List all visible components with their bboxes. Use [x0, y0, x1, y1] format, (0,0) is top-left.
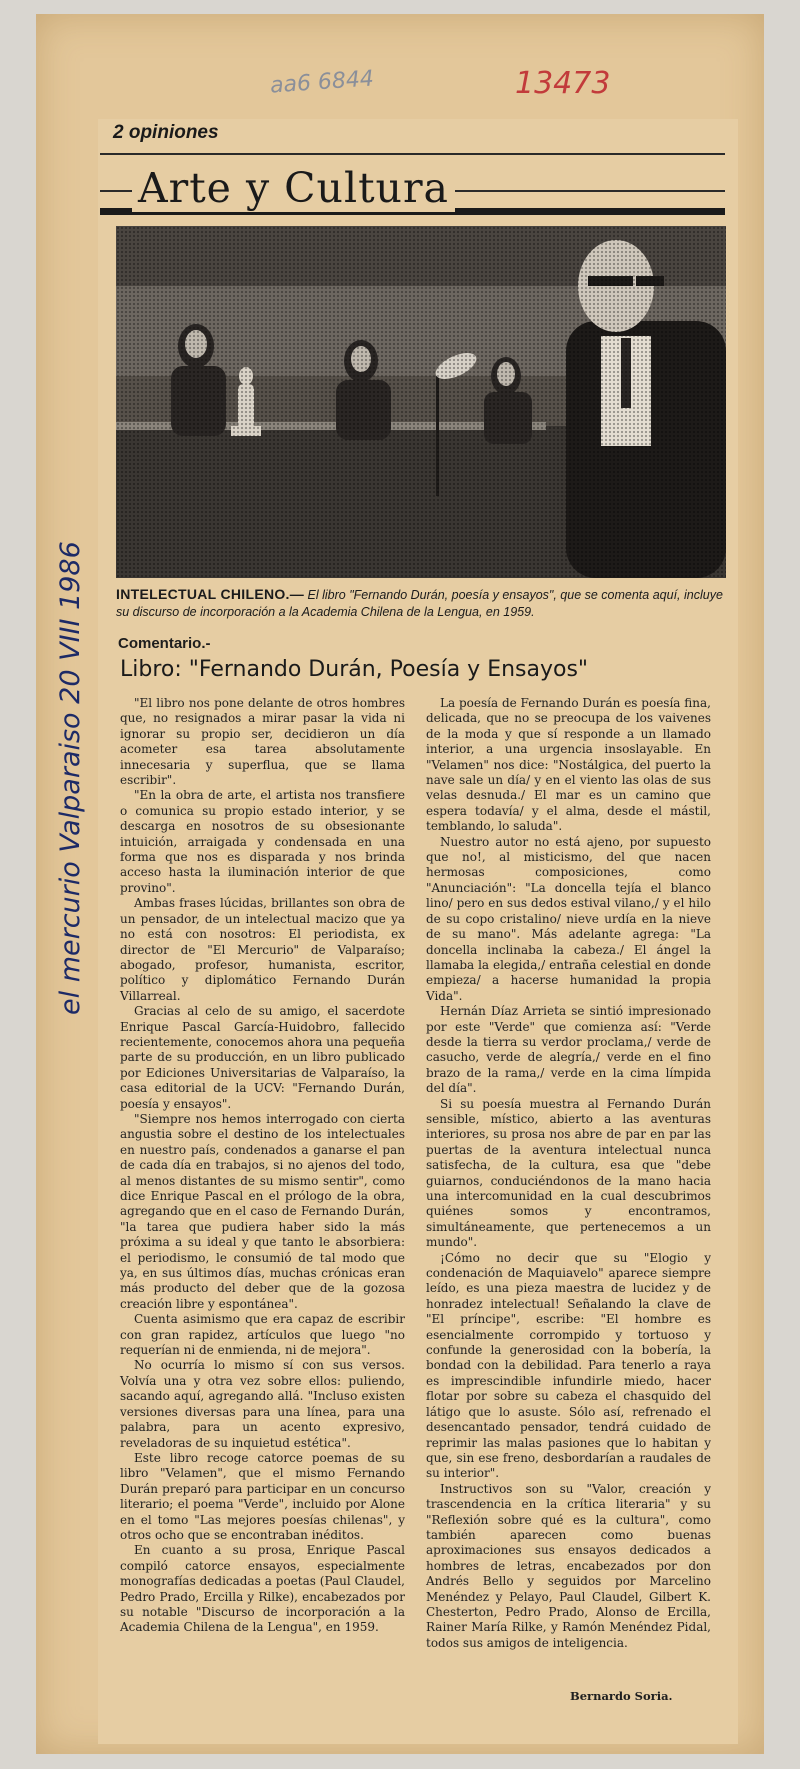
section-title: Arte y Cultura [132, 164, 455, 212]
paragraph: Hernán Díaz Arrieta se sintió impresionado por este "Verde" que comienza así: "Verde desde la tierra su verdor proclama,/ verde de casucho, verde de alegría,/ verde en el fino brazo de la rama,/ verde en la cima límpida del día". [426, 1004, 711, 1096]
paragraph: Este libro recoge catorce poemas de su libro "Velamen", que el mismo Fernando Durán preparó para participar en un concurso literario; el poema "Verde", incluido por Alone en el tomo "Las mejores poesías chilenas", y otros ocho que se encontraban inéditos. [120, 1450, 405, 1542]
photo-illustration-icon [116, 226, 726, 578]
paragraph: Ambas frases lúcidas, brillantes son obra de un pensador, de un intelectual macizo que ya no está con nosotros: El periodista, ex director de "El Mercurio" de Valparaíso; abogado, profesor, humanista, escritor, político y diplomático Fernando Durán Villarreal. [120, 896, 405, 1003]
caption-lead: INTELECTUAL CHILENO.— [116, 586, 305, 602]
handwritten-archive-code: aa6 6844 [269, 66, 375, 99]
podium-speaker-photo [116, 226, 726, 578]
paragraph: "En la obra de arte, el artista nos transfiere o comunica su propio estado interior, y se descarga en nosotros de su obsesionante intuición, arraigada y condensada en una forma que nos es disparada y nos brinda acceso hasta la iluminación interior de que provino". [120, 788, 405, 895]
handwritten-source-date: el mercurio Valparaiso 20 VIII 1986 [55, 541, 86, 1015]
article-title: Libro: "Fernando Durán, Poesía y Ensayos" [120, 657, 589, 682]
article-kicker: Comentario.- [118, 635, 211, 652]
caption-text: El libro "Fernando Durán, poesía y ensayos", que se comenta aquí, incluye su discurso de incorporación a la Academia Chilena de la Lengua, en 1959. [116, 588, 723, 619]
article-column-left [120, 696, 405, 1636]
paragraph: Si su poesía muestra al Fernando Durán sensible, místico, abierto a las aventuras interiores, su prosa nos abre de par en par las puertas de la aventura intelectual nunca satisfecha, de la cultura, esa que "debe guiarnos, conduciéndonos de la mano hacia una intercomunidad en la cual descubrimos quiénes somos y encontramos, simultáneamente, que pertenecemos a un mundo". [426, 1096, 711, 1250]
paragraph: Instructivos son su "Valor, creación y trascendencia en la crítica literaria" y su "Reflexión sobre qué es la cultura", como también aparecen como buenas aproximaciones sus ensayos dedicados a hombres de letras, encabezados por don Andrés Bello y seguidos por Marcelino Menéndez y Pelayo, Paul Claudel, Gilbert K. Chesterton, Pedro Prado, Alonso de Ercilla, Rainer María Rilke, y Ramón Menéndez Pidal, todos sus amigos de inteligencia. [426, 1481, 711, 1650]
top-rule [100, 153, 725, 155]
paragraph: En cuanto a su prosa, Enrique Pascal compiló catorce ensayos, especialmente monografías dedicadas a poetas (Paul Claudel, Pedro Prado, Ercilla y Rilke), encabezados por su notable "Discurso de incorporación a la Academia Chilena de la Lengua", en 1959. [120, 1543, 405, 1635]
paragraph: No ocurría lo mismo sí con sus versos. Volvía una y otra vez sobre ellos: puliendo, sacando aquí, agregando allá. "Incluso existen versiones diversas para una línea, para una palabra, para un acento expresivo, reveladoras de su inquietud estética". [120, 1358, 405, 1450]
article-column-right [426, 696, 711, 1651]
section-label: 2 opiniones [113, 122, 219, 143]
paragraph: Gracias al celo de su amigo, el sacerdote Enrique Pascal García-Huidobro, fallecido recientemente, conocemos ahora una pequeña parte de su producción, en un libro publicado por Ediciones Universitarias de Valparaíso, la casa editorial de la UCV: "Fernando Durán, poesía y ensayos". [120, 1004, 405, 1111]
paragraph: Cuenta asimismo que era capaz de escribir con gran rapidez, artículos que luego "no requerían ni de enmienda, ni de mejora". [120, 1312, 405, 1358]
paragraph: Nuestro autor no está ajeno, por supuesto que no!, al misticismo, del que nacen hermosas composiciones, como "Anunciación": "La doncella tejía el blanco lino/ pero en sus dedos estival vilano,/ y el hilo de su copo cristalino/ nieve urdía en la nieve de su mano". Más adelante agrega: "La doncella inclinaba la cabeza./ El ángel la llamaba la elegida,/ entraña celestial en donde empieza/ a hacerse humanidad la propia Vida". [426, 834, 711, 1003]
handwritten-record-number: 13473 [515, 66, 611, 101]
article-signature: Bernardo Soria. [570, 1689, 673, 1703]
paragraph: ¡Cómo no decir que su "Elogio y condenación de Maquiavelo" aparece siempre leído, es una pieza maestra de lucidez y de honradez intelectual! Señalando la clave de "El príncipe", escribe: "El hombre es esencialmente corrompido y tortuoso y confunde la generosidad con la bobería, la bondad con la debilidad. Para tenerlo a raya es imprescindible infundirle miedo, hacer flotar por sobre su cabeza el chasquido del látigo que lo asuste. Sólo así, refrenado el desencantado pensador, tendrá cuidado de reprimir las malas pasiones que lo habitan y que, sin ese freno, desbordarían a raudales de su interior". [426, 1250, 711, 1481]
paragraph: "Siempre nos hemos interrogado con cierta angustia sobre el destino de los intelectuales en nuestro país, condenados a ganarse el pan de cada día en trabajos, si no ajenos del todo, al menos distantes de su mismo sentir", como dice Enrique Pascal en el prólogo de la obra, agregando que en el caso de Fernando Durán, "la tarea que pudiera haber sido la más próxima a su ideal y que tanto le absorbiera: el periodismo, le consumió de tal modo que ya, en sus últimos días, muchas crónicas eran más producto del deber que de la gozosa creación libre y espontánea". [120, 1111, 405, 1311]
photo-caption [116, 586, 726, 621]
paragraph: La poesía de Fernando Durán es poesía fina, delicada, que no se preocupa de los vaivenes de la moda y que sí responde a un llamado interior, a una urgencia insoslayable. En "Velamen" nos dice: "Nostálgica, del puerto la nave sale un día/ y en el viento las olas de sus velas desnuda./ El mar es un camino que espera todavía/ y el alma, desde el mástil, temblando, lo saluda". [426, 696, 711, 834]
paragraph: "El libro nos pone delante de otros hombres que, no resignados a mirar pasar la vida ni ignorar su propio ser, decidieron un día acometer esa tarea absolutamente innecesaria y superflua, que se llama escribir". [120, 696, 405, 788]
